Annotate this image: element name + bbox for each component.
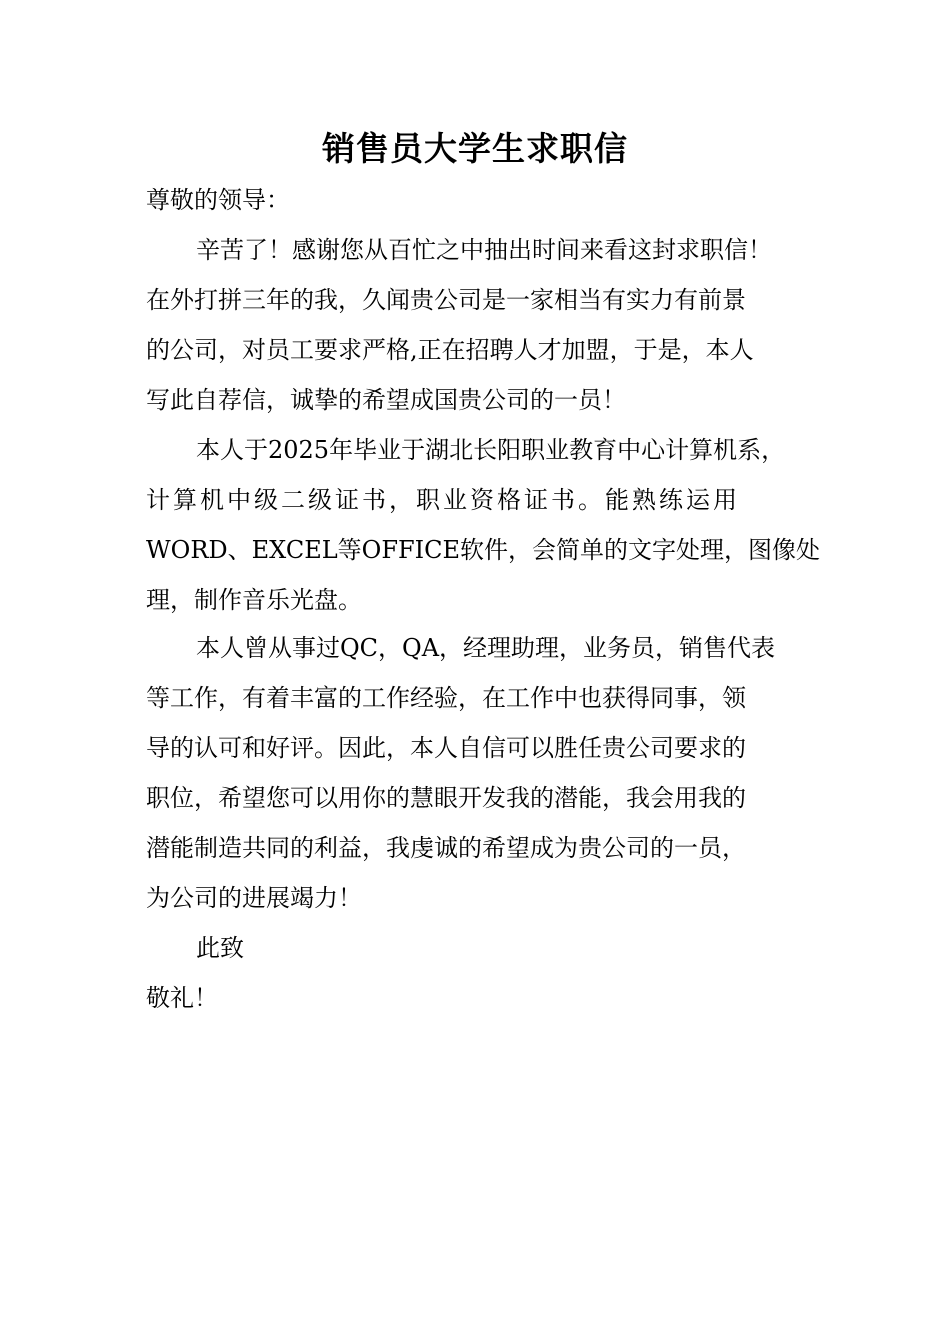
closing: 此致 — [196, 934, 244, 962]
paragraph-3-line-5: 潜能制造共同的利益，我虔诚的希望成为贵公司的一员， — [146, 834, 746, 862]
document-title: 销售员大学生求职信 — [322, 129, 628, 168]
paragraph-2-line-2: 计算机中级二级证书，职业资格证书。能熟练运用 — [146, 486, 740, 514]
paragraph-1-line-1: 辛苦了！感谢您从百忙之中抽出时间来看这封求职信！ — [196, 236, 772, 264]
paragraph-3-line-4: 职位，希望您可以用你的慧眼开发我的潜能，我会用我的 — [146, 784, 746, 812]
paragraph-3-line-6: 为公司的进展竭力！ — [146, 884, 362, 912]
paragraph-2-line-4: 理，制作音乐光盘。 — [146, 586, 362, 614]
paragraph-1-line-2: 在外打拼三年的我，久闻贵公司是一家相当有实力有前景 — [146, 286, 746, 314]
paragraph-3-line-3: 导的认可和好评。因此，本人自信可以胜任贵公司要求的 — [146, 734, 746, 762]
salutation: 尊敬的领导： — [146, 186, 290, 214]
paragraph-3-line-1: 本人曾从事过QC，QA，经理助理，业务员，销售代表 — [196, 634, 776, 662]
paragraph-2-line-3: WORD、EXCEL等OFFICE软件，会简单的文字处理，图像处 — [146, 536, 821, 564]
paragraph-1-line-4: 写此自荐信，诚挚的希望成国贵公司的一员！ — [146, 386, 626, 414]
paragraph-3-line-2: 等工作，有着丰富的工作经验，在工作中也获得同事，领 — [146, 684, 746, 712]
paragraph-2-line-1: 本人于2025年毕业于湖北长阳职业教育中心计算机系， — [196, 436, 786, 464]
paragraph-1-line-3: 的公司，对员工要求严格,正在招聘人才加盟，于是，本人 — [146, 336, 754, 364]
regards: 敬礼！ — [146, 984, 218, 1012]
